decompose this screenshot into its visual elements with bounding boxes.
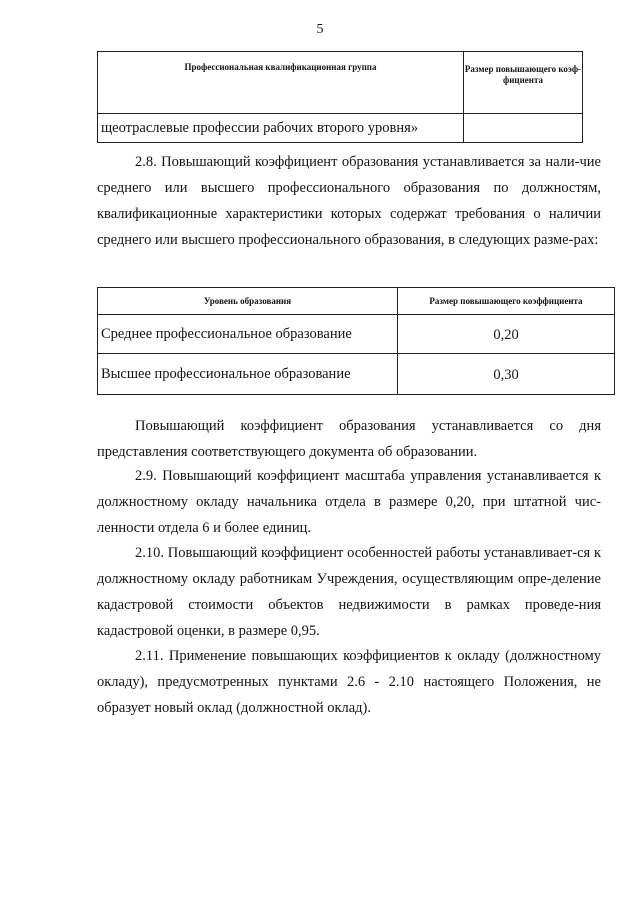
- table-cell: Высшее профессиональное образование: [98, 354, 398, 395]
- table-header-row: [98, 52, 583, 114]
- table-row: [98, 114, 583, 143]
- table-header-cell: Уровень образования: [98, 288, 398, 315]
- table-cell: Среднее профессиональное образование: [98, 315, 398, 354]
- paragraph-education-date: Повышающий коэффициент образования устанавливается со дня представления соответствующего документа об образовании.: [97, 418, 601, 460]
- table-row: [98, 354, 615, 395]
- table-header-cell: Размер повышающего коэф-фициента: [464, 52, 583, 114]
- paragraph-2-10: 2.10. Повышающий коэффициент особенностей работы устанавливает-ся к должностному окладу работникам Учреждения, осуществляющим опре-деление кадастровой стоимости объектов недвижимости в рамках проведе-ния кадастровой оценки, в размере 0,95.: [97, 545, 601, 639]
- paragraph-2-11: 2.11. Применение повышающих коэффициентов к окладу (должностному окладу), предусмотренных пунктами 2.6 - 2.10 настоящего Положения, не образует новый оклад (должностной оклад).: [97, 648, 601, 716]
- paragraph-2-8: 2.8. Повышающий коэффициент образования устанавливается за нали-чие среднего или высшего профессионального образования по должностям, квалификационные характеристики которых содержат требования о наличии среднего или высшего профессионального образования, в следующих разме-рах:: [97, 154, 601, 248]
- table-header-row: [98, 288, 615, 315]
- table-cell: [464, 114, 583, 143]
- paragraph-2-9: 2.9. Повышающий коэффициент масштаба управления устанавливается к должностному окладу начальника отдела в размере 0,20, при штатной чис-ленности отдела 6 и более единиц.: [97, 468, 601, 536]
- education-coefficient-table: [97, 287, 615, 395]
- table-cell: щеотраслевые профессии рабочих второго уровня»: [98, 114, 464, 143]
- table-cell: 0,30: [398, 354, 615, 395]
- qualification-group-table: [97, 51, 583, 143]
- table-header-cell: Профессиональная квалификационная группа: [98, 52, 464, 114]
- table-header-cell: Размер повышающего коэффициента: [398, 288, 615, 315]
- table-cell: 0,20: [398, 315, 615, 354]
- table-row: [98, 315, 615, 354]
- page-number: 5: [316, 22, 324, 37]
